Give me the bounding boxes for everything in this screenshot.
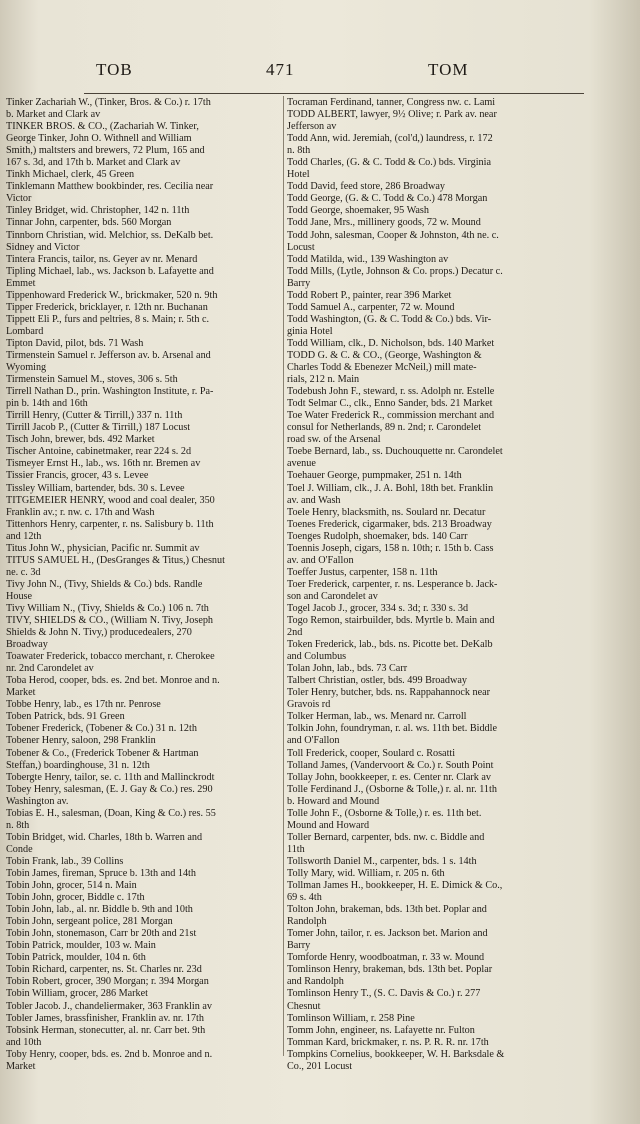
entry-continuation-line: pin b. 14th and 16th	[6, 398, 88, 410]
entry-line: Tivy John N., (Tivy, Shields & Co.) bds. Randle	[6, 578, 203, 590]
entry-continuation-line: Barry	[287, 940, 311, 952]
directory-entry	[6, 651, 282, 675]
entry-line: Todd John, salesman, Cooper & Johnston, 4th ne. c.	[287, 229, 499, 241]
entry-line: Tipper Frederick, bricklayer, r. 12th nr. Buchanan	[6, 301, 208, 313]
directory-entry	[287, 181, 583, 193]
directory-entry	[6, 97, 282, 121]
directory-entry	[6, 603, 282, 615]
entry-line: Toba Herod, cooper, bds. es. 2nd bet. Monroe and n.	[6, 675, 220, 687]
entry-line: Tischer Antoine, cabinetmaker, rear 224 s. 2d	[6, 446, 192, 458]
entry-line: Toer Frederick, carpenter, r. ns. Lesperance b. Jack-	[287, 578, 498, 590]
entry-line: Tomer John, tailor, r. es. Jackson bet. Marion and	[287, 928, 488, 940]
entry-line: Tirrill Henry, (Cutter & Tirrill,) 337 n. 11th	[6, 410, 183, 422]
directory-entry	[287, 904, 583, 928]
directory-entry	[6, 374, 282, 386]
entry-line: Tollsworth Daniel M., carpenter, bds. 1 s. 14th	[287, 855, 477, 867]
entry-continuation-line: nr. 2nd Carondelet av	[6, 663, 94, 675]
entry-line: Todd Ann, wid. Jeremiah, (col'd,) laundress, r. 172	[287, 133, 493, 145]
entry-line: Tippett Eli P., furs and peltries, 8 s. Main; r. 5th c.	[6, 313, 210, 325]
entry-continuation-line: Barry	[287, 277, 311, 289]
entry-line: TITGEMEIER HENRY, wood and coal dealer, 350	[6, 494, 215, 506]
entry-line: Todd Samuel A., carpenter, 72 w. Mound	[287, 301, 455, 313]
entry-continuation-line: Washington av.	[6, 795, 69, 807]
directory-entry	[6, 1013, 282, 1025]
entry-continuation-line: 11th	[287, 843, 305, 855]
directory-entry	[287, 109, 583, 133]
entry-continuation-line: Hotel	[287, 169, 310, 181]
directory-entry	[6, 868, 282, 880]
entry-continuation-line: Steffan,) boardinghouse, 31 n. 12th	[6, 759, 150, 771]
entry-line: Tomlinson Henry, brakeman, bds. 13th bet. Poplar	[287, 964, 493, 976]
entry-continuation-line: Emmet	[6, 277, 36, 289]
directory-entry	[6, 410, 282, 422]
page-number: 471	[266, 60, 295, 79]
entry-continuation-line: n. 8th	[287, 145, 311, 157]
entry-line: Todd Charles, (G. & C. Todd & Co.) bds. Virginia	[287, 157, 491, 169]
directory-entry	[6, 386, 282, 410]
directory-entry	[287, 302, 583, 314]
left-column	[6, 97, 282, 1073]
directory-entry	[287, 338, 583, 350]
directory-entry	[6, 302, 282, 314]
entry-line: Tirmenstein Samuel M., stoves, 306 s. 5th	[6, 374, 178, 386]
directory-entry	[6, 458, 282, 470]
entry-line: Tismeyer Ernst H., lab., ws. 16th nr. Bremen av	[6, 458, 201, 470]
entry-line: Tinker Zachariah W., (Tinker, Bros. & Co.) r. 17th	[6, 97, 211, 108]
directory-entry	[287, 663, 583, 675]
right-column	[287, 97, 583, 1073]
entry-line: Toele Henry, blacksmith, ns. Soulard nr. Decatur	[287, 506, 486, 518]
column-divider	[283, 96, 284, 1056]
entry-line: Tobsink Herman, stonecutter, al. nr. Carr bet. 9th	[6, 1024, 206, 1036]
entry-continuation-line: consul for Netherlands, 89 n. 2nd; r. Carondelet	[287, 422, 482, 434]
directory-entry	[287, 856, 583, 868]
entry-continuation-line: House	[6, 590, 33, 602]
entry-continuation-line: ne. c. 3d	[6, 566, 41, 578]
entry-continuation-line: and O'Fallon	[287, 735, 340, 747]
directory-entry	[287, 808, 583, 832]
entry-continuation-line: Broadway	[6, 639, 48, 651]
entry-line: Todebush John F., steward, r. ss. Adolph nr. Estelle	[287, 386, 495, 398]
directory-entry	[6, 579, 282, 603]
entry-continuation-line: Jefferson av	[287, 121, 337, 133]
directory-entry	[6, 904, 282, 916]
directory-entry	[287, 579, 583, 603]
directory-entry	[6, 254, 282, 266]
entry-line: Tissley William, bartender, bds. 30 s. Levee	[6, 482, 185, 494]
directory-entry	[6, 976, 282, 988]
directory-entry	[6, 470, 282, 482]
entry-line: Tobin John, grocer, Biddle c. 17th	[6, 892, 145, 904]
directory-entry	[6, 483, 282, 495]
header-right-guide-word: TOM	[428, 60, 469, 79]
entry-line: Tomman Kard, brickmaker, r. ns. P. R. R. nr. 17th	[287, 1036, 489, 1048]
directory-entry	[6, 266, 282, 290]
entry-line: Tobey Henry, salesman, (E. J. Gay & Co.) res. 290	[6, 783, 213, 795]
directory-entry	[287, 531, 583, 543]
entry-continuation-line: Market	[6, 1060, 36, 1072]
entry-line: Tobin James, fireman, Spruce b. 13th and 14th	[6, 868, 196, 879]
entry-line: Tobias E. H., salesman, (Doan, King & Co.) res. 55	[6, 807, 216, 819]
directory-entry	[287, 1037, 583, 1049]
entry-line: Titus John W., physician, Pacific nr. Summit av	[6, 542, 200, 554]
entry-line: Toel J. William, clk., J. A. Bohl, 18th bet. Franklin	[287, 482, 494, 494]
entry-line: TIVY, SHIELDS & CO., (William N. Tivy, Joseph	[6, 615, 214, 627]
directory-entry	[287, 928, 583, 952]
directory-entry	[6, 615, 282, 651]
entry-line: Toll Frederick, cooper, Soulard c. Rosatti	[287, 747, 456, 759]
entry-line: Todd Matilda, wid., 139 Washington av	[287, 253, 449, 265]
directory-entry	[287, 988, 583, 1012]
directory-entry	[6, 446, 282, 458]
header-left-guide-word: TOB	[96, 60, 133, 79]
directory-entry	[287, 290, 583, 302]
directory-entry	[287, 483, 583, 507]
entry-line: Toler Henry, butcher, bds. ns. Rappahannock near	[287, 687, 491, 699]
entry-line: Toller Bernard, carpenter, bds. nw. c. Biddle and	[287, 831, 485, 843]
directory-entry	[6, 880, 282, 892]
directory-entry	[6, 723, 282, 735]
entry-line: Tobin John, lab., al. nr. Biddle b. 9th and 10th	[6, 904, 193, 916]
entry-line: Tinnar John, carpenter, bds. 560 Morgan	[6, 217, 172, 229]
directory-entry	[6, 1001, 282, 1013]
entry-line: Todd David, feed store, 286 Broadway	[287, 181, 445, 193]
directory-entry	[6, 675, 282, 699]
entry-line: Tivy William N., (Tivy, Shields & Co.) 106 n. 7th	[6, 602, 209, 614]
entry-line: Tobener Frederick, (Tobener & Co.) 31 n. 12th	[6, 723, 197, 735]
entry-line: Tomlinson William, r. 258 Pine	[287, 1012, 415, 1024]
directory-entry	[287, 507, 583, 519]
directory-entry	[287, 760, 583, 772]
directory-entry	[6, 1049, 282, 1073]
directory-entry	[6, 314, 282, 338]
entry-line: Tolle Ferdinand J., (Osborne & Tolle,) r. al. nr. 11th	[287, 783, 497, 795]
entry-line: Toenges Rudolph, shoemaker, bds. 140 Carr	[287, 530, 468, 542]
entry-line: Tomm John, engineer, ns. Lafayette nr. Fulton	[287, 1024, 475, 1036]
directory-entry	[287, 193, 583, 205]
entry-continuation-line: 2nd	[287, 627, 303, 639]
entry-continuation-line: av. and Wash	[287, 494, 341, 506]
entry-continuation-line: n. 8th	[6, 819, 30, 831]
directory-entry	[6, 230, 282, 254]
directory-entry	[287, 254, 583, 266]
directory-entry	[6, 892, 282, 904]
directory-entry	[287, 772, 583, 784]
entry-line: Todd George, shoemaker, 95 Wash	[287, 205, 429, 217]
entry-line: Todt Selmar C., clk., Enno Sander, bds. 21 Market	[287, 398, 493, 410]
entry-line: Todd Mills, (Lytle, Johnson & Co. props.) Decatur c.	[287, 265, 503, 277]
directory-entry	[6, 434, 282, 446]
directory-entry	[287, 97, 583, 109]
entry-line: Toben Patrick, bds. 91 Green	[6, 711, 125, 723]
directory-entry	[6, 205, 282, 217]
entry-continuation-line: b. Market and Clark av	[6, 109, 101, 121]
directory-entry	[287, 675, 583, 687]
directory-entry	[6, 290, 282, 302]
entry-line: Tisch John, brewer, bds. 492 Market	[6, 434, 155, 446]
entry-line: Tolkin John, foundryman, r. al. ws. 11th bet. Biddle	[287, 723, 497, 735]
entry-line: Tissier Francis, grocer, 43 s. Levee	[6, 470, 149, 482]
directory-entry	[287, 639, 583, 663]
directory-entry	[287, 230, 583, 254]
directory-entry	[6, 338, 282, 350]
entry-line: Togo Remon, stairbuilder, bds. Myrtle b. Main and	[287, 615, 495, 627]
directory-entry	[287, 519, 583, 531]
directory-entry	[6, 217, 282, 229]
entry-line: Talbert Christian, ostler, bds. 499 Broadway	[287, 675, 467, 687]
directory-entry	[287, 567, 583, 579]
entry-line: Tobin Richard, carpenter, ns. St. Charles nr. 23d	[6, 964, 202, 976]
directory-entry	[287, 952, 583, 964]
directory-entry	[6, 519, 282, 543]
header-rule	[84, 93, 584, 94]
entry-line: Tollay John, bookkeeper, r. es. Center nr. Clark av	[287, 771, 491, 783]
directory-entry	[287, 711, 583, 723]
entry-continuation-line: and 10th	[6, 1036, 42, 1048]
entry-line: Tobin Patrick, moulder, 104 n. 6th	[6, 952, 146, 964]
entry-line: Tobin Bridget, wid. Charles, 18th b. Warren and	[6, 831, 203, 843]
entry-line: Tobin John, stonemason, Carr br 20th and 21st	[6, 928, 197, 940]
entry-line: Tobin Robert, grocer, 390 Morgan; r. 394 Morgan	[6, 976, 209, 988]
directory-entry	[287, 687, 583, 711]
entry-line: Tintera Francis, tailor, ns. Geyer av nr. Menard	[6, 253, 198, 265]
entry-line: Tirrill Jacob P., (Cutter & Tirrill,) 187 Locust	[6, 422, 191, 434]
directory-entry	[287, 832, 583, 856]
entry-line: Tittenhors Henry, carpenter, r. ns. Salisbury b. 11th	[6, 518, 214, 530]
entry-continuation-line: rials, 212 n. Main	[287, 374, 360, 386]
entry-continuation-line: road sw. of the Arsenal	[287, 434, 381, 446]
directory-entry	[287, 157, 583, 181]
entry-line: Tippenhoward Frederick W., brickmaker, 520 n. 9th	[6, 289, 218, 301]
entry-line: Todd William, clk., D. Nicholson, bds. 140 Market	[287, 337, 495, 349]
entry-line: Tinnborn Christian, wid. Melchior, ss. DeKalb bet.	[6, 229, 214, 241]
directory-entry	[6, 495, 282, 519]
directory-entry	[287, 784, 583, 808]
entry-line: Toeffer Justus, carpenter, 158 n. 11th	[287, 566, 438, 578]
directory-entry	[6, 350, 282, 374]
entry-line: Tomforde Henry, woodboatman, r. 33 w. Mound	[287, 952, 485, 964]
entry-line: Token Frederick, lab., bds. ns. Picotte bet. DeKalb	[287, 639, 493, 651]
directory-entry	[6, 181, 282, 205]
directory-entry	[287, 398, 583, 410]
entry-line: Tobener & Co., (Frederick Tobener & Hartman	[6, 747, 199, 759]
directory-entry	[6, 916, 282, 928]
directory-entry	[6, 988, 282, 1000]
entry-continuation-line: and 12th	[6, 530, 42, 542]
directory-entry	[6, 856, 282, 868]
directory-entry	[6, 808, 282, 832]
entry-continuation-line: and Columbus	[287, 651, 347, 663]
entry-line: Tolland James, (Vandervoort & Co.) r. South Point	[287, 759, 494, 771]
entry-line: Tobener Henry, saloon, 298 Franklin	[6, 735, 156, 747]
directory-entry	[6, 748, 282, 772]
entry-line: Toawater Frederick, tobacco merchant, r. Cherokee	[6, 651, 215, 663]
entry-line: Tipton David, pilot, bds. 71 Wash	[6, 337, 144, 349]
entry-continuation-line: 69 s. 4th	[287, 892, 322, 904]
entry-line: Todd George, (G. & C. Todd & Co.) 478 Morgan	[287, 193, 488, 205]
directory-entry	[287, 133, 583, 157]
directory-entry	[6, 964, 282, 976]
entry-line: Tobin John, sergeant police, 281 Morgan	[6, 916, 173, 928]
entry-continuation-line: Victor	[6, 193, 32, 205]
entry-continuation-line: and Randolph	[287, 976, 344, 988]
entry-continuation-line: Mound and Howard	[287, 819, 370, 831]
directory-entry	[287, 603, 583, 615]
directory-entry	[6, 711, 282, 723]
entry-continuation-line: Chesnut	[287, 1000, 321, 1012]
entry-line: Tolle John F., (Osborne & Tolle,) r. es. 11th bet.	[287, 807, 482, 819]
entry-line: Tipling Michael, lab., ws. Jackson b. Lafayette and	[6, 265, 214, 277]
directory-entry	[287, 543, 583, 567]
page-header	[0, 60, 640, 88]
entry-line: Tobergte Henry, tailor, se. c. 11th and Mallinckrodt	[6, 771, 215, 783]
entry-line: Tobin Patrick, moulder, 103 w. Main	[6, 940, 156, 952]
entry-line: Toenes Frederick, cigarmaker, bds. 213 Broadway	[287, 518, 492, 530]
entry-line: Tobin John, grocer, 514 n. Main	[6, 880, 137, 892]
entry-line: Tomlinson Henry T., (S. C. Davis & Co.) r. 277	[287, 988, 481, 1000]
entry-line: Toennis Joseph, cigars, 158 n. 10th; r. 15th b. Cass	[287, 542, 494, 554]
entry-line: Tobler James, brassfinisher, Franklin av. nr. 17th	[6, 1012, 204, 1024]
entry-continuation-line: Wyoming	[6, 362, 47, 374]
directory-entry	[6, 940, 282, 952]
entry-continuation-line: 167 s. 3d, and 17th b. Market and Clark av	[6, 157, 181, 169]
entry-line: Toebe Bernard, lab., ss. Duchouquette nr. Carondelet	[287, 446, 503, 458]
entry-continuation-line: Lombard	[6, 325, 44, 337]
directory-entry	[287, 410, 583, 446]
directory-entry	[287, 1049, 583, 1073]
directory-entry	[287, 470, 583, 482]
entry-line: Tinklemann Matthew bookbinder, res. Cecilia near	[6, 181, 214, 193]
entry-continuation-line: Co., 201 Locust	[287, 1060, 353, 1072]
directory-entry	[6, 952, 282, 964]
entry-line: Tollman James H., bookkeeper, H. E. Dimick & Co.,	[287, 880, 503, 892]
entry-continuation-line: Market	[6, 687, 36, 699]
directory-entry	[287, 964, 583, 988]
directory-entry	[6, 543, 282, 555]
entry-line: Tirrell Nathan D., prin. Washington Institute, r. Pa-	[6, 386, 214, 398]
entry-continuation-line: avenue	[287, 458, 316, 470]
entry-line: Todd Jane, Mrs., millinery goods, 72 w. Mound	[287, 217, 481, 229]
entry-line: Tobbe Henry, lab., es 17th nr. Penrose	[6, 699, 161, 711]
directory-entry	[287, 1013, 583, 1025]
entry-continuation-line: Shields & John N. Tivy,) producedealers, 270	[6, 627, 192, 639]
entry-line: Todd Robert P., painter, rear 396 Market	[287, 289, 452, 301]
entry-continuation-line: Smith,) maltsters and brewers, 72 Plum, 165 and	[6, 145, 205, 157]
entry-line: Tinkh Michael, clerk, 45 Green	[6, 169, 135, 181]
directory-entry	[6, 772, 282, 784]
entry-line: Tolker Herman, lab., ws. Menard nr. Carroll	[287, 711, 467, 723]
directory-entry	[287, 386, 583, 398]
directory-entry	[287, 266, 583, 290]
directory-entry	[287, 868, 583, 880]
directory-entry	[287, 205, 583, 217]
entry-line: Tobin Frank, lab., 39 Collins	[6, 855, 124, 867]
entry-line: Tocraman Ferdinand, tanner, Congress nw. c. Lami	[287, 97, 496, 108]
entry-continuation-line: Randolph	[287, 916, 327, 928]
entry-line: Tinley Bridget, wid. Christopher, 142 n. 11th	[6, 205, 190, 217]
directory-entry	[6, 699, 282, 711]
entry-line: TODD G. & C. & CO., (George, Washington &	[287, 349, 482, 361]
entry-continuation-line: George Tinker, John O. Withnell and William	[6, 133, 192, 145]
directory-entry	[6, 121, 282, 169]
directory-entry	[287, 350, 583, 386]
entry-line: Todd Washington, (G. & C. Todd & Co.) bds. Vir-	[287, 313, 492, 325]
directory-entry	[6, 928, 282, 940]
entry-line: Tobin William, grocer, 286 Market	[6, 988, 149, 1000]
directory-entry	[287, 723, 583, 747]
directory-entry	[287, 1025, 583, 1037]
entry-line: Toby Henry, cooper, bds. es. 2nd b. Monroe and n.	[6, 1048, 213, 1060]
directory-entry	[287, 880, 583, 904]
directory-entry	[6, 1025, 282, 1049]
entry-line: TINKER BROS. & CO., (Zachariah W. Tinker,	[6, 121, 199, 133]
directory-entry	[287, 314, 583, 338]
entry-line: TODD ALBERT, lawyer, 9½ Olive; r. Park av. near	[287, 109, 497, 121]
entry-continuation-line: Franklin av.; r. nw. c. 17th and Wash	[6, 506, 155, 518]
entry-continuation-line: Gravois rd	[287, 699, 331, 711]
entry-continuation-line: b. Howard and Mound	[287, 795, 380, 807]
directory-entry	[287, 748, 583, 760]
directory-entry	[6, 784, 282, 808]
entry-continuation-line: av. and O'Fallon	[287, 554, 354, 566]
directory-entry	[287, 446, 583, 470]
entry-line: Tobler Jacob. J., chandeliermaker, 363 Franklin av	[6, 1000, 212, 1012]
entry-line: Tolly Mary, wid. William, r. 205 n. 6th	[287, 868, 445, 879]
directory-entry	[287, 217, 583, 229]
directory-entry	[287, 615, 583, 639]
directory-entry	[6, 555, 282, 579]
entry-line: Tolan John, lab., bds. 73 Carr	[287, 663, 408, 675]
directory-entry	[6, 832, 282, 856]
entry-continuation-line: son and Carondelet av	[287, 590, 378, 602]
directory-entry	[6, 735, 282, 747]
entry-continuation-line: Conde	[6, 843, 33, 855]
entry-line: Tompkins Cornelius, bookkeeper, W. H. Barksdale &	[287, 1048, 505, 1060]
entry-line: Tirmenstein Samuel r. Jefferson av. b. Arsenal and	[6, 349, 211, 361]
entry-line: Toe Water Frederick R., commission merchant and	[287, 410, 495, 422]
entry-continuation-line: ginia Hotel	[287, 325, 333, 337]
entry-continuation-line: Charles Todd & Ebenezer McNeil,) mill mate-	[287, 362, 477, 374]
directory-entry	[6, 422, 282, 434]
entry-line: Toehauer George, pumpmaker, 251 n. 14th	[287, 470, 462, 482]
entry-line: Tolton John, brakeman, bds. 13th bet. Poplar and	[287, 904, 487, 916]
entry-line: TITUS SAMUEL H., (DesGranges & Titus,) Chesnut	[6, 554, 225, 566]
entry-continuation-line: Sidney and Victor	[6, 241, 80, 253]
directory-entry	[6, 169, 282, 181]
entry-continuation-line: Locust	[287, 241, 315, 253]
entry-line: Togel Jacob J., grocer, 334 s. 3d; r. 330 s. 3d	[287, 602, 469, 614]
